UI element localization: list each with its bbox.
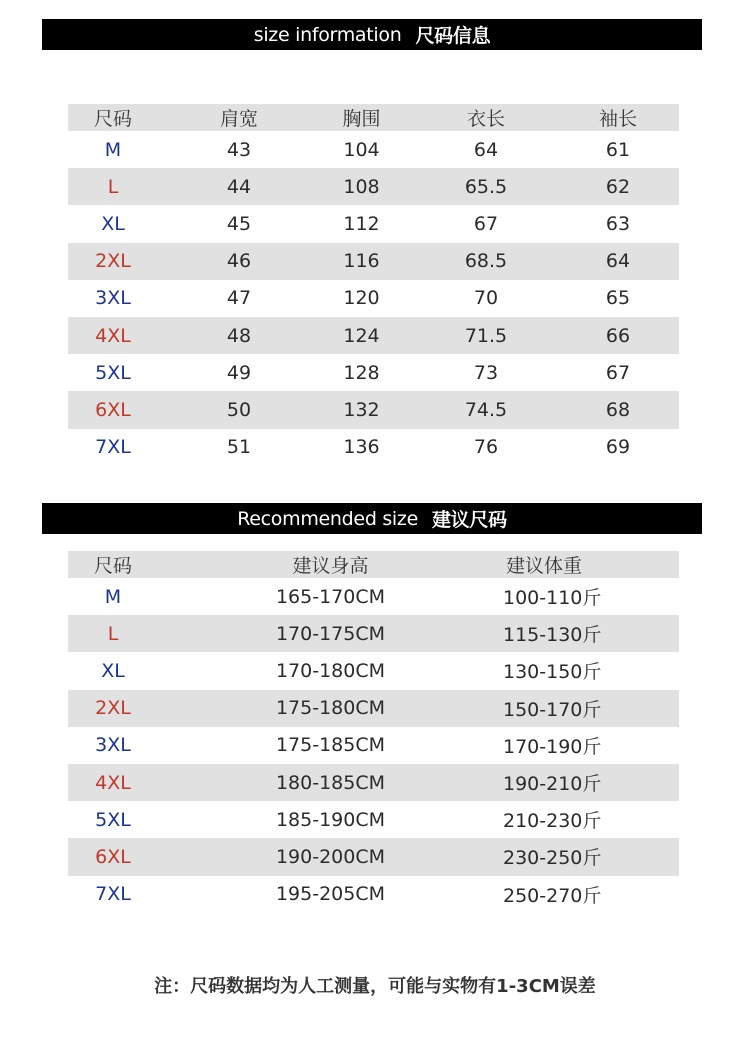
size-cell: M xyxy=(104,585,122,608)
size-cell: 4XL xyxy=(95,324,131,347)
header-height: 建议身高 xyxy=(292,555,369,577)
recommended-size-table xyxy=(68,551,679,913)
length-cell: 71.5 xyxy=(464,324,508,347)
shoulder-cell: 51 xyxy=(226,436,252,459)
shoulder-cell: 44 xyxy=(226,175,252,198)
size-cell: 2XL xyxy=(95,250,131,273)
weight-cell: 100-110斤 xyxy=(503,587,602,610)
shoulder-cell: 49 xyxy=(226,361,252,384)
table-header-row xyxy=(68,551,679,578)
table-row xyxy=(68,690,679,727)
table-row xyxy=(68,615,679,652)
table-row xyxy=(68,280,679,317)
table-row xyxy=(68,391,679,428)
size-cell: 7XL xyxy=(95,436,131,459)
length-cell: 64 xyxy=(473,138,499,161)
sleeve-cell: 64 xyxy=(605,250,631,273)
sleeve-cell: 68 xyxy=(605,398,631,421)
size-cell: XL xyxy=(101,659,125,682)
shoulder-cell: 45 xyxy=(226,212,252,235)
height-cell: 185-190CM xyxy=(275,808,386,831)
table-row xyxy=(68,838,679,875)
table-row xyxy=(68,243,679,280)
weight-cell: 250-270斤 xyxy=(503,884,602,907)
banner-title-en: Recommended size xyxy=(237,507,418,530)
size-cell: 3XL xyxy=(95,734,131,757)
chest-cell: 104 xyxy=(343,138,380,161)
length-cell: 74.5 xyxy=(464,398,508,421)
shoulder-cell: 48 xyxy=(226,324,252,347)
weight-cell: 170-190斤 xyxy=(503,735,602,758)
size-cell: 3XL xyxy=(95,287,131,310)
chest-cell: 108 xyxy=(343,175,380,198)
height-cell: 175-180CM xyxy=(275,697,386,720)
sleeve-cell: 67 xyxy=(605,361,631,384)
weight-cell: 150-170斤 xyxy=(503,698,602,721)
table-header-row xyxy=(68,104,679,131)
chest-cell: 136 xyxy=(343,436,380,459)
weight-cell: 190-210斤 xyxy=(503,773,602,796)
table-row xyxy=(68,131,679,168)
size-information-banner xyxy=(42,19,702,50)
length-cell: 70 xyxy=(473,287,499,310)
height-cell: 180-185CM xyxy=(275,771,386,794)
header-length: 衣长 xyxy=(466,108,505,130)
header-shoulder: 肩宽 xyxy=(219,108,258,130)
size-information-table xyxy=(68,104,679,466)
length-cell: 67 xyxy=(473,212,499,235)
weight-cell: 130-150斤 xyxy=(503,661,602,684)
chest-cell: 120 xyxy=(343,287,380,310)
banner-title-zh: 建议尺码 xyxy=(431,509,507,531)
table-row xyxy=(68,317,679,354)
banner-title-zh: 尺码信息 xyxy=(415,25,491,47)
table-row xyxy=(68,578,679,615)
size-cell: 4XL xyxy=(95,771,131,794)
table-row xyxy=(68,801,679,838)
length-cell: 68.5 xyxy=(464,250,508,273)
chest-cell: 128 xyxy=(343,361,380,384)
chest-cell: 132 xyxy=(343,398,380,421)
sleeve-cell: 62 xyxy=(605,175,631,198)
chest-cell: 116 xyxy=(343,250,380,273)
size-cell: XL xyxy=(101,212,125,235)
table-body xyxy=(68,578,679,913)
header-chest: 胸围 xyxy=(342,108,381,130)
table-row xyxy=(68,727,679,764)
length-cell: 73 xyxy=(473,361,499,384)
chest-cell: 124 xyxy=(343,324,380,347)
table-row xyxy=(68,764,679,801)
sleeve-cell: 63 xyxy=(605,212,631,235)
measurement-note: 注：尺码数据均为人工测量，可能与实物有1-3CM误差 xyxy=(154,976,596,997)
table-row xyxy=(68,168,679,205)
weight-cell: 115-130斤 xyxy=(503,624,602,647)
table-row xyxy=(68,354,679,391)
size-cell: 7XL xyxy=(95,883,131,906)
height-cell: 190-200CM xyxy=(275,845,386,868)
weight-cell: 210-230斤 xyxy=(503,810,602,833)
shoulder-cell: 50 xyxy=(226,398,252,421)
sleeve-cell: 69 xyxy=(605,436,631,459)
length-cell: 65.5 xyxy=(464,175,508,198)
table-row xyxy=(68,205,679,242)
header-size: 尺码 xyxy=(93,555,132,577)
length-cell: 76 xyxy=(473,436,499,459)
header-weight: 建议体重 xyxy=(505,555,582,577)
header-sleeve: 袖长 xyxy=(598,108,637,130)
shoulder-cell: 47 xyxy=(226,287,252,310)
recommended-size-banner xyxy=(42,503,702,534)
size-cell: 5XL xyxy=(95,808,131,831)
size-cell: M xyxy=(104,138,122,161)
weight-cell: 230-250斤 xyxy=(503,847,602,870)
height-cell: 170-180CM xyxy=(275,659,386,682)
height-cell: 195-205CM xyxy=(275,883,386,906)
shoulder-cell: 46 xyxy=(226,250,252,273)
table-row xyxy=(68,429,679,466)
size-cell: 6XL xyxy=(95,845,131,868)
sleeve-cell: 61 xyxy=(605,138,631,161)
chest-cell: 112 xyxy=(343,212,380,235)
table-body xyxy=(68,131,679,466)
sleeve-cell: 65 xyxy=(605,287,631,310)
size-cell: 5XL xyxy=(95,361,131,384)
shoulder-cell: 43 xyxy=(226,138,252,161)
sleeve-cell: 66 xyxy=(605,324,631,347)
size-cell: L xyxy=(107,175,119,198)
size-cell: 2XL xyxy=(95,697,131,720)
height-cell: 175-185CM xyxy=(275,734,386,757)
height-cell: 165-170CM xyxy=(275,585,386,608)
header-size: 尺码 xyxy=(93,108,132,130)
height-cell: 170-175CM xyxy=(275,622,386,645)
table-row xyxy=(68,876,679,913)
size-cell: 6XL xyxy=(95,398,131,421)
banner-title-en: size information xyxy=(253,23,402,46)
size-cell: L xyxy=(107,622,119,645)
table-row xyxy=(68,652,679,689)
